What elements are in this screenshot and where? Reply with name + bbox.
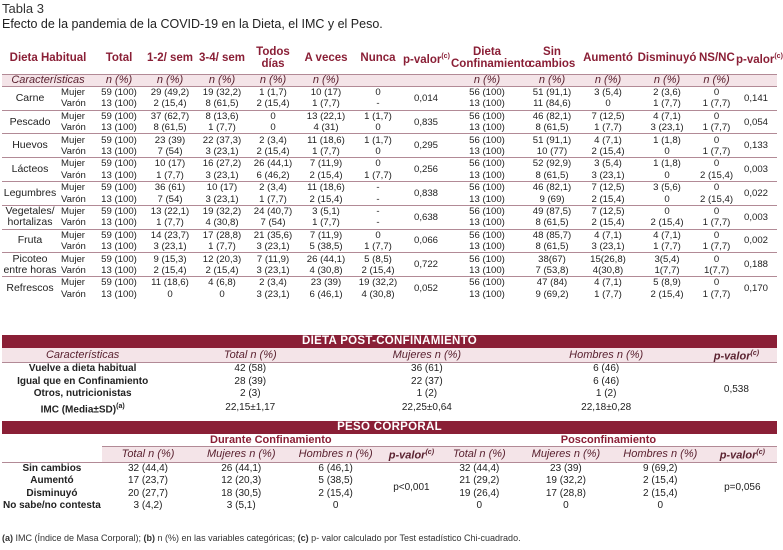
col-1-2-sem: 1-2/ sem <box>144 44 196 74</box>
col-disminuyo: Disminuyó <box>636 44 698 74</box>
p-value: 0,052 <box>402 277 450 300</box>
diet-subheader-row: Características n (%) n (%) n (%) n (%) n (%) n (%) n (%) n (%) n (%) n (%) <box>2 74 777 86</box>
post-col-p-valor: p-valor$^{(c)}$ <box>696 348 777 363</box>
post-table <box>2 335 777 416</box>
food-label: Refrescos <box>2 277 58 300</box>
table-header <box>2 2 777 32</box>
diet-row: Huevos Mujer 59 (100) 23 (39) 22 (37,3) 2 (3,4) 11 (18,6) 1 (1,7) 0,295 56 (100) 51 (91,1) 4 (7,1) 1 (1,8) 0 0,133 <box>2 134 777 146</box>
footnote: (a) IMC (Índice de Masa Corporal); (b) n (%) en las variables categóricas; (c) p- valor calculado por Test estadístico Chi-cuadrado. <box>2 533 521 543</box>
col-3-4-sem: 3-4/ sem <box>196 44 248 74</box>
diet-row: Varón 13 (100) 7 (54) 3 (23,1) 1 (7,7) 2 (15,4) - 13 (100) 9 (69) 2 (15,4) 0 2 (15,4) <box>61 193 734 205</box>
post-col-total: Total n (%) <box>163 348 337 363</box>
col-a-veces: A veces <box>298 44 354 74</box>
post-col-mujeres: Mujeres n (%) <box>337 348 516 363</box>
food-label: Fruta <box>2 229 58 253</box>
diet-row: Pescado Mujer 59 (100) 37 (62,7) 8 (13,6) 0 13 (22,1) 1 (1,7) 0,835 56 (100) 46 (82,1) 7 (12,5) 4 (7,1) 0 0,054 <box>2 110 777 122</box>
p-value: 0,188 <box>735 253 777 277</box>
food-label: Huevos <box>2 134 58 158</box>
p-value: 0,002 <box>735 229 777 253</box>
p-value: 0,133 <box>735 134 777 158</box>
p-value: 0,170 <box>735 277 777 300</box>
diet-row: Lácteos Mujer 59 (100) 10 (17) 16 (27,2) 26 (44,1) 7 (11,9) 0 0,256 56 (100) 52 (92,9) 3 (5,4) 1 (1,8) 0 0,003 <box>2 158 777 170</box>
diet-row: Varón 13 (100) 7 (54) 3 (23,1) 2 (15,4) 1 (7,7) 0 13 (100) 10 (77) 2 (15,4) 0 1 (7,7) <box>61 146 731 158</box>
diet-row: Fruta Mujer 59 (100) 14 (23,7) 17 (28,8) 21 (35,6) 7 (11,9) 0 0,066 56 (100) 48 (85,7) 4 (7,1) 4 (7,1) 0 0,002 <box>2 229 777 241</box>
weight-row: Disminuyó 20 (27,7) 18 (30,5) 2 (15,4) 19 (26,4) 17 (28,8) 2 (15,4) <box>26 487 678 499</box>
diet-row: Picoteo entre horas Mujer 59 (100) 9 (15,3) 12 (20,3) 7 (11,9) 26 (44,1) 5 (8,5) 0,722 56 (100) 38(67) 15(26,8) 3(5,4) 0 0,188 <box>2 253 777 265</box>
weight-header-row: Total n (%) Mujeres n (%) Hombres n (%) p-valor$^{(c)}$ Total n (%) Mujeres n (%) Hombres n (%) p-valor$^{(c)}$ <box>2 447 777 463</box>
weight-row: Aumentó 17 (23,7) 12 (20,3) 5 (38,5) 21 (29,2) 19 (32,2) 2 (15,4) <box>30 475 678 487</box>
col-dieta-habitual: Dieta Habitual <box>2 44 94 74</box>
col-p-valor-1: p-valor$^{(c)}$ <box>402 44 450 74</box>
post-p-value: 0,538 <box>723 383 749 395</box>
diet-table <box>2 44 783 300</box>
diet-row: Varón 13 (100) 2 (15,4) 8 (61,5) 2 (15,4) 1 (7,7) - 13 (100) 11 (84,6) 0 1 (7,7) 1 (7,7) <box>61 98 731 110</box>
diet-row: Varón 13 (100) 8 (61,5) 1 (7,7) 0 4 (31) 0 13 (100) 8 (61,5) 1 (7,7) 3 (23,1) 1 (7,7) <box>61 122 731 134</box>
post-band: DIETA POST-CONFINAMIENTO <box>2 335 777 348</box>
diet-row: Varón 13 (100) 1 (7,7) 3 (23,1) 6 (46,2) 2 (15,4) 1 (7,7) 13 (100) 8 (61,5) 3 (23,1) 0 2 (15,4) <box>61 169 734 181</box>
post-row: Igual que en Confinamiento 28 (39) 22 (37) 6 (46) <box>17 375 620 387</box>
col-sin-cambios: Sin cambios <box>524 44 580 74</box>
weight-p1: p<0,001 <box>393 481 430 493</box>
diet-row: Carne Mujer 59 (100) 29 (49,2) 19 (32,2) 1 (1,7) 10 (17) 0 0,014 56 (100) 51 (91,1) 3 (5,4) 2 (3,6) 0 0,141 <box>2 86 777 98</box>
weight-row: No sabe/no contesta 3 (4,2) 3 (5,1) 0 0 0 0 <box>3 500 664 512</box>
diet-header-row <box>2 44 777 74</box>
diet-row: Varón 13 (100) 0 0 3 (23,1) 6 (46,1) 4 (30,8) 13 (100) 9 (69,2) 1 (7,7) 2 (15,4) 1 (7,7) <box>61 288 731 300</box>
diet-row: Varón 13 (100) 1 (7,7) 4 (30,8) 7 (54) 1 (7,7) - 13 (100) 8 (61,5) 2 (15,4) 2 (15,4) 1 (7,7) <box>61 217 731 229</box>
food-label: Carne <box>15 91 45 104</box>
p-value: 0,295 <box>402 134 450 158</box>
col-nunca: Nunca <box>354 44 402 74</box>
weight-group-row <box>2 434 777 447</box>
p-value: 0,141 <box>743 92 768 104</box>
table-number: Tabla 3 <box>2 1 44 16</box>
weight-table <box>2 421 777 513</box>
table-title: Efecto de la pandemia de la COVID-19 en la Dieta, el IMC y el Peso. <box>2 17 383 31</box>
col-p-valor-2: p-valor$^{(c)}$ <box>735 44 777 74</box>
group-durante: Durante Confinamiento <box>102 434 440 447</box>
p-value: 0,722 <box>402 253 450 277</box>
diet-row: Vegetales/ hortalizas Mujer 59 (100) 13 (22,1) 19 (32,2) 24 (40,7) 3 (5,1) - 0,638 56 (100) 49 (87,5) 7 (12,5) 0 0 0,003 <box>2 205 777 217</box>
p-value: 0,014 <box>413 92 438 104</box>
group-pos: Posconfinamiento <box>440 434 777 447</box>
col-total: Total <box>94 44 144 74</box>
weight-band: PESO CORPORAL <box>2 421 777 434</box>
weight-p2: p=0,056 <box>724 481 761 493</box>
post-col-hombres: Hombres n (%) <box>516 348 695 363</box>
col-aumento: Aumentó <box>580 44 636 74</box>
post-row: Otros, nutricionistas 2 (3) 1 (2) 1 (2) <box>33 388 617 400</box>
food-label: Vegetales/ hortalizas <box>2 205 58 229</box>
p-value: 0,838 <box>402 182 450 206</box>
post-col-caracteristicas: Características <box>2 348 163 363</box>
food-label: Pescado <box>2 110 58 134</box>
weight-row: Sin cambios 32 (44,4) 26 (44,1) 6 (46,1) p<0,001 32 (44,4) 23 (39) 9 (69,2) p=0,056 <box>2 462 777 475</box>
p-value: 0,066 <box>402 229 450 253</box>
col-dieta-confinamiento: Dieta Confinamiento <box>450 44 524 74</box>
p-value: 0,054 <box>735 110 777 134</box>
p-value: 0,256 <box>402 158 450 182</box>
diet-row: Varón 13 (100) 3 (23,1) 1 (7,7) 3 (23,1) 5 (38,5) 1 (7,7) 13 (100) 8 (61,5) 3 (23,1) 1 (7,7) 1 (7,7) <box>61 241 731 253</box>
col-todos-dias: Todos días <box>248 44 298 74</box>
diet-body <box>2 74 777 300</box>
diet-row: Refrescos Mujer 59 (100) 11 (18,6) 4 (6,8) 2 (3,4) 23 (39) 19 (32,2) 0,052 56 (100) 47 (84) 4 (7,1) 5 (8,9) 0 0,170 <box>2 277 777 289</box>
p-value: 0,003 <box>735 158 777 182</box>
food-label: Picoteo entre horas <box>3 252 57 276</box>
p-value: 0,638 <box>402 205 450 229</box>
food-label: Legumbres <box>2 182 58 206</box>
post-header-row <box>2 348 777 363</box>
p-value: 0,022 <box>735 182 777 206</box>
diet-row: Varón 13 (100) 2 (15,4) 2 (15,4) 3 (23,1) 4 (30,8) 2 (15,4) 13 (100) 7 (53,8) 4(30,8) 1(7,7) 1(7,7) <box>61 264 730 276</box>
diet-row: Legumbres Mujer 59 (100) 36 (61) 10 (17) 2 (3,4) 11 (18,6) - 0,838 56 (100) 46 (82,1) 7 (12,5) 3 (5,6) 0 0,022 <box>2 182 777 194</box>
post-row: Vuelve a dieta habitual 42 (58) 36 (61) 6 (46) 0,538 <box>2 363 777 376</box>
imc-row: IMC (Media±SD)$^{(a)}$ 22,15±1,17 22,25±0,64 22,18±0,28 <box>40 402 632 415</box>
p-value: 0,003 <box>735 205 777 229</box>
food-label: Lácteos <box>2 158 58 182</box>
col-ns-nc: NS/NC <box>698 44 735 74</box>
p-value: 0,835 <box>402 110 450 134</box>
